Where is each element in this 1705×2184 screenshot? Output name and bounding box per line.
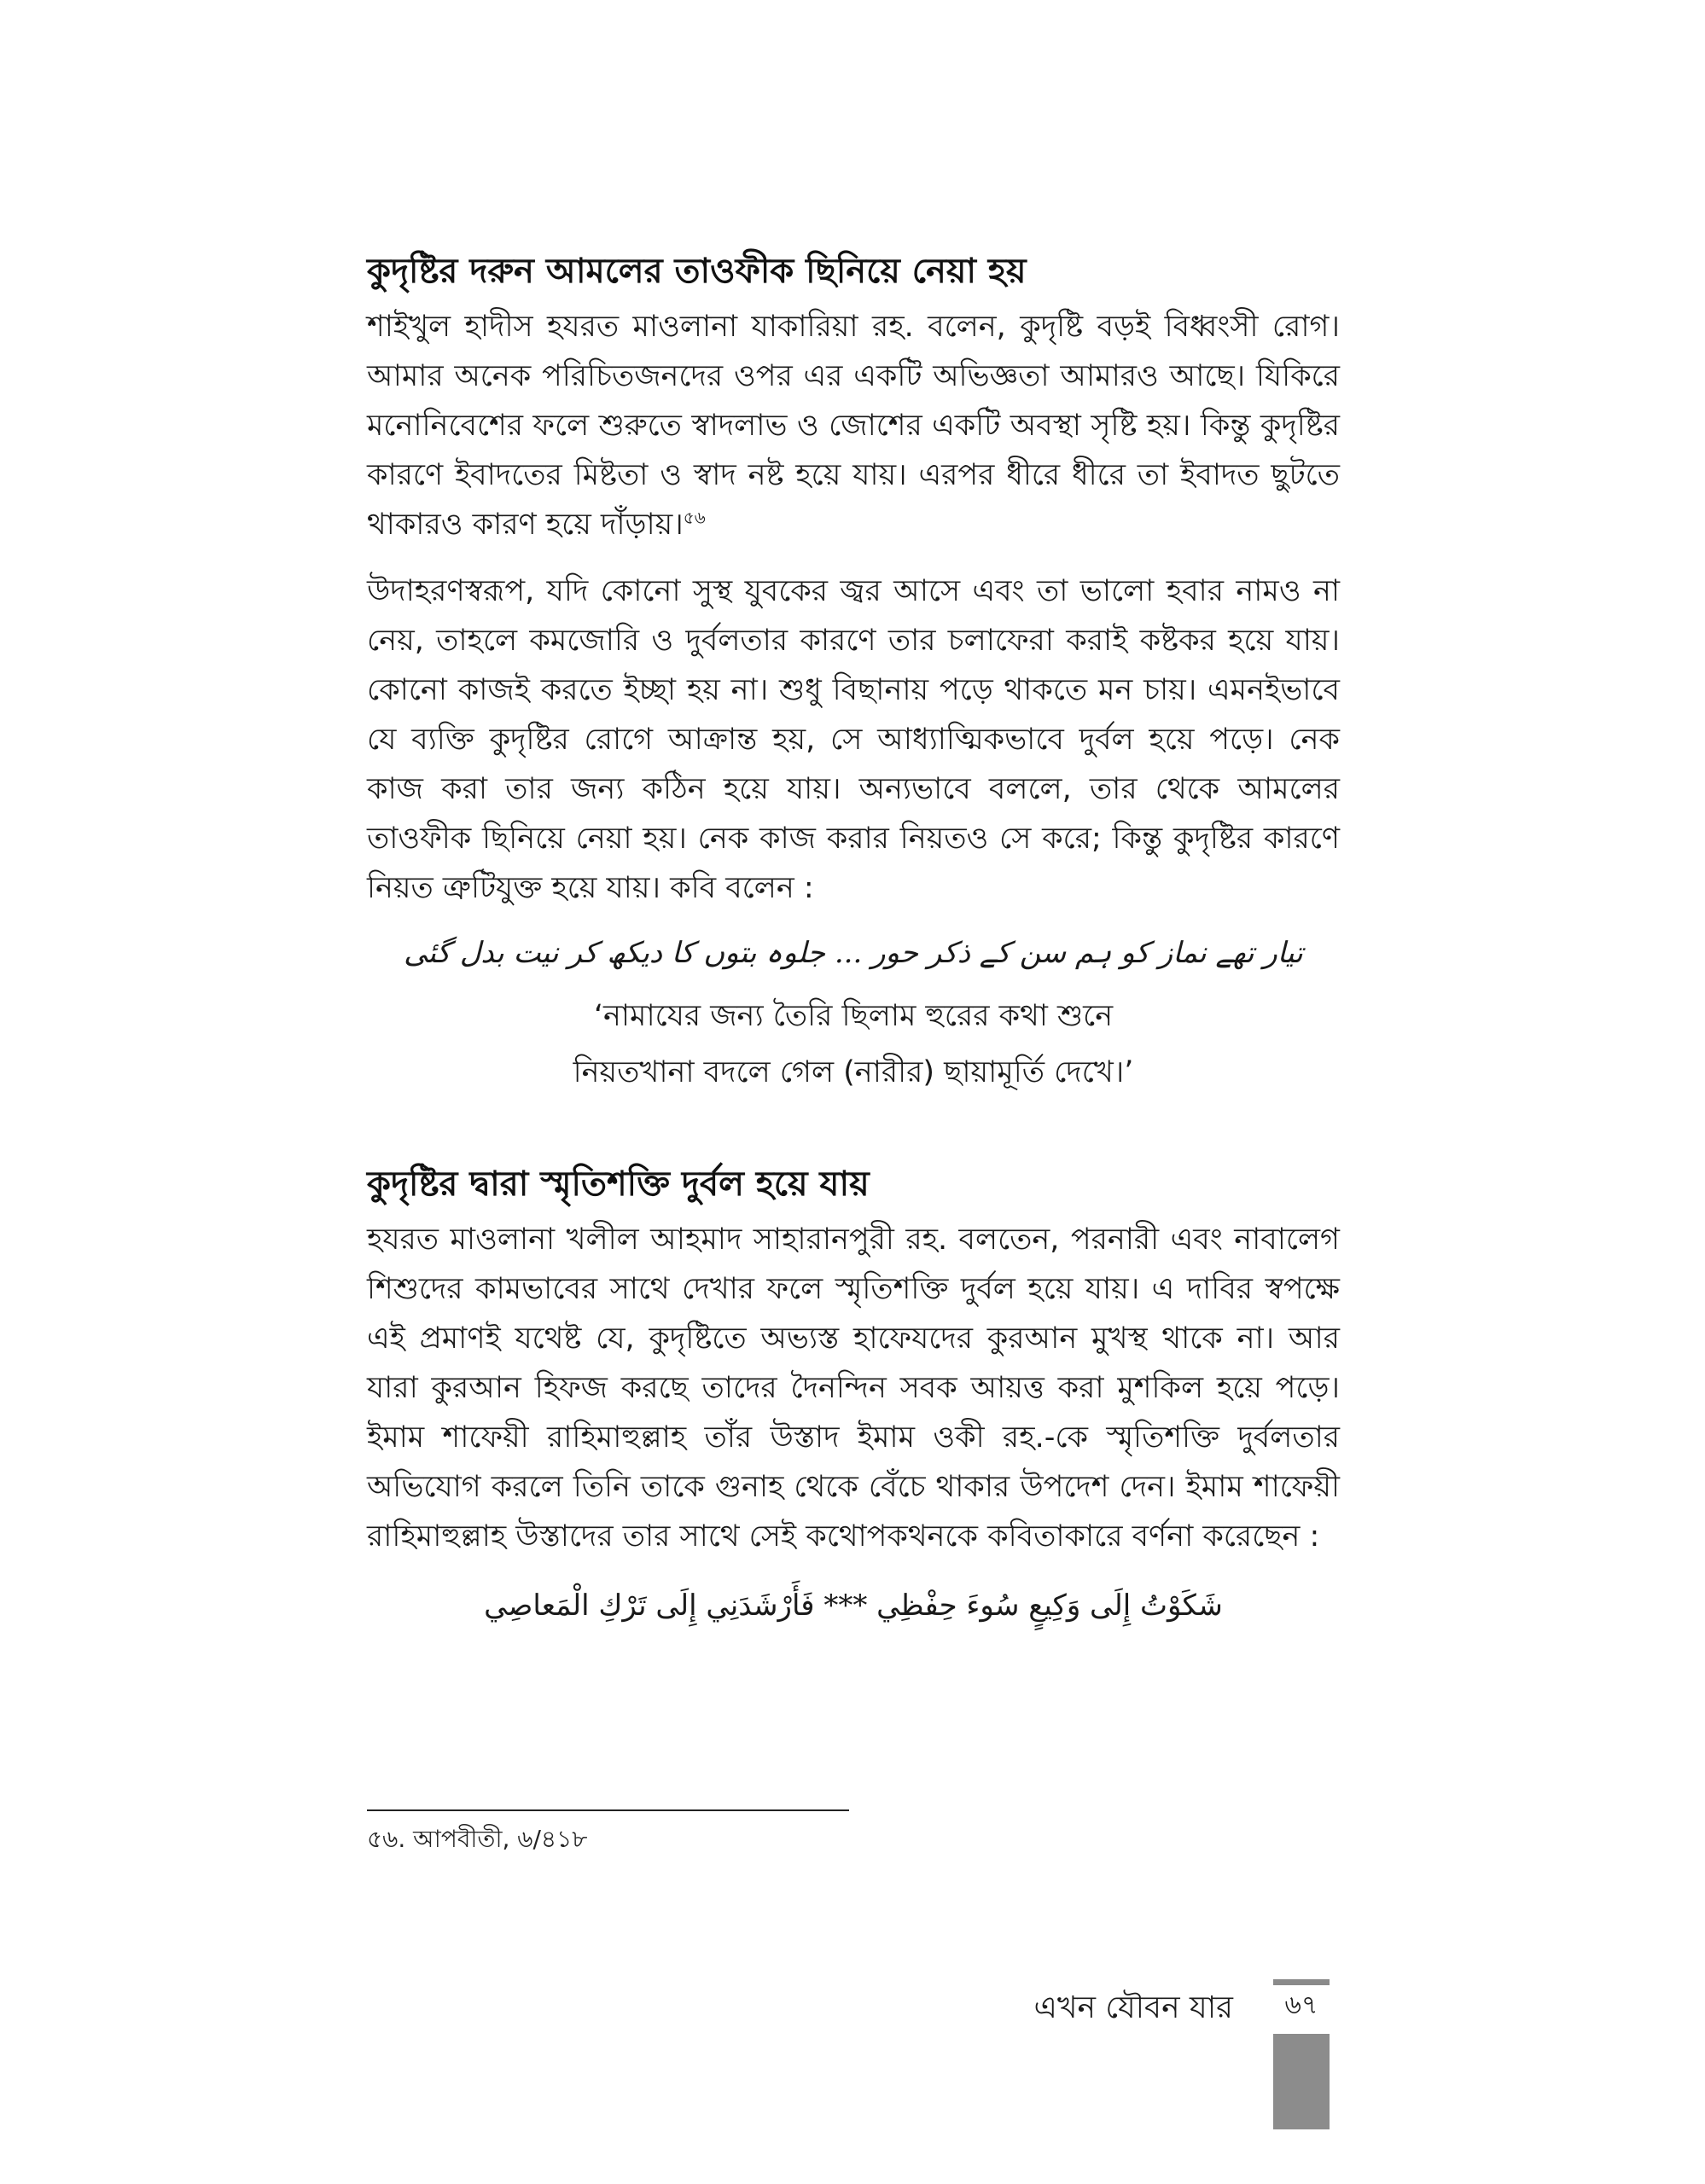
paragraph-1	[367, 302, 1340, 549]
paragraph-2: উদাহরণস্বরূপ, যদি কোনো সুস্থ যুবকের জ্বর আসে এবং তা ভালো হবার নামও না নেয়, তাহলে কমজোরি ও দুর্বলতার কারণে তার চলাফেরা করাই কষ্টকর হয়ে যায়। কোনো কাজই করতে ইচ্ছা হয় না। শুধু বিছানায় পড়ে থাকতে মন চায়। এমনইভাবে যে ব্যক্তি কুদৃষ্টির রোগে আক্রান্ত হয়, সে আধ্যাত্মিকভাবে দুর্বল হয়ে পড়ে। নেক কাজ করা তার জন্য কঠিন হয়ে যায়। অন্যভাবে বললে, তার থেকে আমলের তাওফীক ছিনিয়ে নেয়া হয়। নেক কাজ করার নিয়তও সে করে; কিন্তু কুদৃষ্টির কারণে নিয়ত ত্রুটিযুক্ত হয়ে যায়। কবি বলেন :	[367, 574, 1340, 905]
urdu-verse: تیار تھے نماز کو ہم سن کے ذکر حور ... جلوہ بتوں کا دیکھ کر نیت بدل گئی	[404, 936, 1303, 970]
verse-translation-line-2: নিয়তখানা বদলে গেল (নারীর) ছায়ামূর্তি দেখে।’	[573, 1055, 1134, 1089]
footnote-divider	[367, 1809, 849, 1811]
page-edge-tab	[1273, 2034, 1330, 2129]
section-heading-1: কুদৃষ্টির দরুন আমলের তাওফীক ছিনিয়ে নেয়া হয়	[367, 252, 1027, 291]
verse-translation-line-1: ‘নামাযের জন্য তৈরি ছিলাম হুরের কথা শুনে	[593, 999, 1114, 1033]
arabic-verse: شَكَوْتُ إِلَى وَكِيعٍ سُوءَ حِفْظِي *** فَأَرْشَدَنِي إِلَى تَرْكِ الْمَعاصِي	[484, 1589, 1223, 1623]
page-tab-rule	[1273, 1979, 1330, 1985]
paragraph-1-text: শাইখুল হাদীস হযরত মাওলানা যাকারিয়া রহ. বলেন, কুদৃষ্টি বড়ই বিধ্বংসী রোগ। আমার অনেক পরিচিতজনদের ওপর এর একটি অভিজ্ঞতা আমারও আছে। যিকিরে মনোনিবেশের ফলে শুরুতে স্বাদলাভ ও জোশের একটি অবস্থা সৃষ্টি হয়। কিন্তু কুদৃষ্টির কারণে ইবাদতের মিষ্টতা ও স্বাদ নষ্ট হয়ে যায়। এরপর ধীরে ধীরে তা ইবাদত ছুটতে থাকারও কারণ হয়ে দাঁড়ায়।	[367, 310, 1340, 542]
section-heading-2: কুদৃষ্টির দ্বারা স্মৃতিশক্তি দুর্বল হয়ে যায়	[367, 1165, 870, 1204]
page-body	[367, 247, 1340, 1631]
page-number: ৬৭	[1284, 1990, 1318, 2020]
footnote-56: ৫৬. আপবীতী, ৬/৪১৮	[367, 1825, 588, 1853]
paragraph-3: হযরত মাওলানা খলীল আহমাদ সাহারানপুরী রহ. বলতেন, পরনারী এবং নাবালেগ শিশুদের কামভাবের সাথে দেখার ফলে স্মৃতিশক্তি দুর্বল হয়ে যায়। এ দাবির স্বপক্ষে এই প্রমাণই যথেষ্ট যে, কুদৃষ্টিতে অভ্যস্ত হাফেযদের কুরআন মুখস্থ থাকে না। আর যারা কুরআন হিফজ করছে তাদের দৈনন্দিন সবক আয়ত্ত করা মুশকিল হয়ে পড়ে। ইমাম শাফেয়ী রাহিমাহুল্লাহ তাঁর উস্তাদ ইমাম ওকী রহ.-কে স্মৃতিশক্তি দুর্বলতার অভিযোগ করলে তিনি তাকে গুনাহ থেকে বেঁচে থাকার উপদেশ দেন। ইমাম শাফেয়ী রাহিমাহুল্লাহ উস্তাদের তার সাথে সেই কথোপকথনকে কবিতাকারে বর্ণনা করেছেন :	[367, 1223, 1340, 1554]
running-footer-title: এখন যৌবন যার	[1033, 1990, 1233, 2025]
footnote-ref-56: ৫৬	[683, 507, 706, 528]
